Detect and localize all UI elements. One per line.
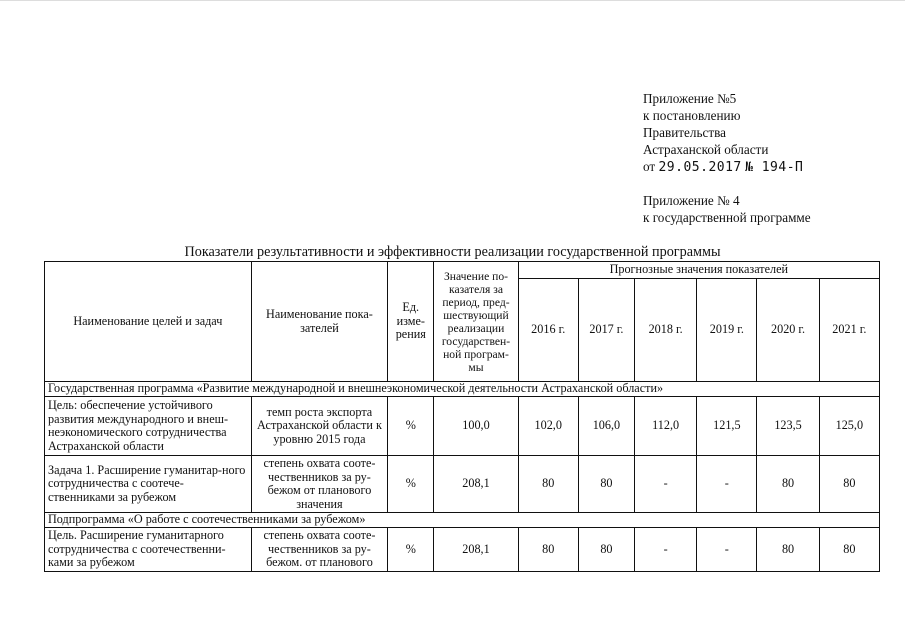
value-cell: 121,5 bbox=[697, 397, 757, 456]
header-base-value: Значение по-казателя за период, пред-шествующий реализации государствен-ной програм-мы bbox=[434, 262, 518, 382]
section-row bbox=[45, 513, 880, 528]
value-cell: 80 bbox=[518, 456, 578, 513]
section-program: Государственная программа «Развитие международной и внешнеэкономической деятельности Астраханской области» bbox=[45, 382, 880, 397]
annex-line: Правительства bbox=[643, 125, 726, 140]
indicator-cell: степень охвата сооте-чественников за ру-бежом от планового значения bbox=[251, 456, 387, 513]
header-goals: Наименование целей и задач bbox=[45, 262, 252, 382]
annex-resolution bbox=[643, 90, 803, 176]
annex-line: к государственной программе bbox=[643, 210, 811, 225]
indicator-cell: степень охвата сооте-чественников за ру-бежом. от планового bbox=[251, 528, 387, 572]
resolution-number: № 194-П bbox=[745, 160, 804, 175]
annex-line: Приложение № 4 bbox=[643, 193, 740, 208]
scan-edge bbox=[0, 0, 905, 1]
annex-line: Приложение №5 bbox=[643, 91, 737, 106]
header-indicators: Наименование пока-зателей bbox=[251, 262, 387, 382]
header-year: 2021 г. bbox=[819, 279, 879, 382]
indicator-cell: темп роста экспорта Астраханской области к уровню 2015 года bbox=[251, 397, 387, 456]
annex-date-line bbox=[643, 158, 803, 176]
value-cell: 80 bbox=[757, 456, 819, 513]
unit-cell: % bbox=[388, 456, 434, 513]
value-cell: 80 bbox=[819, 456, 879, 513]
value-cell: 112,0 bbox=[635, 397, 697, 456]
value-cell: 80 bbox=[578, 456, 634, 513]
header-year: 2017 г. bbox=[578, 279, 634, 382]
value-cell: 80 bbox=[819, 528, 879, 572]
value-cell: 102,0 bbox=[518, 397, 578, 456]
value-cell: - bbox=[635, 528, 697, 572]
value-cell: 80 bbox=[518, 528, 578, 572]
resolution-date: 29.05.2017 bbox=[658, 160, 742, 175]
header-year: 2018 г. bbox=[635, 279, 697, 382]
value-cell: - bbox=[697, 528, 757, 572]
unit-cell: % bbox=[388, 397, 434, 456]
header-row bbox=[45, 262, 880, 279]
base-value-cell: 208,1 bbox=[434, 528, 518, 572]
table-row bbox=[45, 528, 880, 572]
value-cell: 123,5 bbox=[757, 397, 819, 456]
value-cell: 80 bbox=[757, 528, 819, 572]
value-cell: - bbox=[697, 456, 757, 513]
table-row bbox=[45, 456, 880, 513]
unit-cell: % bbox=[388, 528, 434, 572]
table-row bbox=[45, 397, 880, 456]
value-cell: - bbox=[635, 456, 697, 513]
date-prefix: от bbox=[643, 159, 656, 174]
section-row bbox=[45, 382, 880, 397]
annex-line: к постановлению bbox=[643, 108, 741, 123]
section-subprogram: Подпрограмма «О работе с соотечественниками за рубежом» bbox=[45, 513, 880, 528]
header-year: 2019 г. bbox=[697, 279, 757, 382]
base-value-cell: 100,0 bbox=[434, 397, 518, 456]
header-year: 2020 г. bbox=[757, 279, 819, 382]
header-unit: Ед. изме-рения bbox=[388, 262, 434, 382]
annex-line: Астраханской области bbox=[643, 142, 769, 157]
annex-program bbox=[643, 192, 811, 226]
value-cell: 125,0 bbox=[819, 397, 879, 456]
document-title: Показатели результативности и эффективности реализации государственной программы bbox=[184, 244, 721, 260]
base-value-cell: 208,1 bbox=[434, 456, 518, 513]
header-forecast: Прогнозные значения показателей bbox=[518, 262, 879, 279]
goal-cell: Цель. Расширение гуманитарного сотрудничества с соотечественни-ками за рубежом bbox=[45, 528, 252, 572]
value-cell: 106,0 bbox=[578, 397, 634, 456]
goal-cell: Задача 1. Расширение гуманитар-ного сотрудничества с соотече-ственниками за рубежом bbox=[45, 456, 252, 513]
value-cell: 80 bbox=[578, 528, 634, 572]
header-year: 2016 г. bbox=[518, 279, 578, 382]
indicators-table bbox=[44, 261, 880, 572]
goal-cell: Цель: обеспечение устойчивого развития международного и внеш-неэкономического сотрудничества Астраханской области bbox=[45, 397, 252, 456]
